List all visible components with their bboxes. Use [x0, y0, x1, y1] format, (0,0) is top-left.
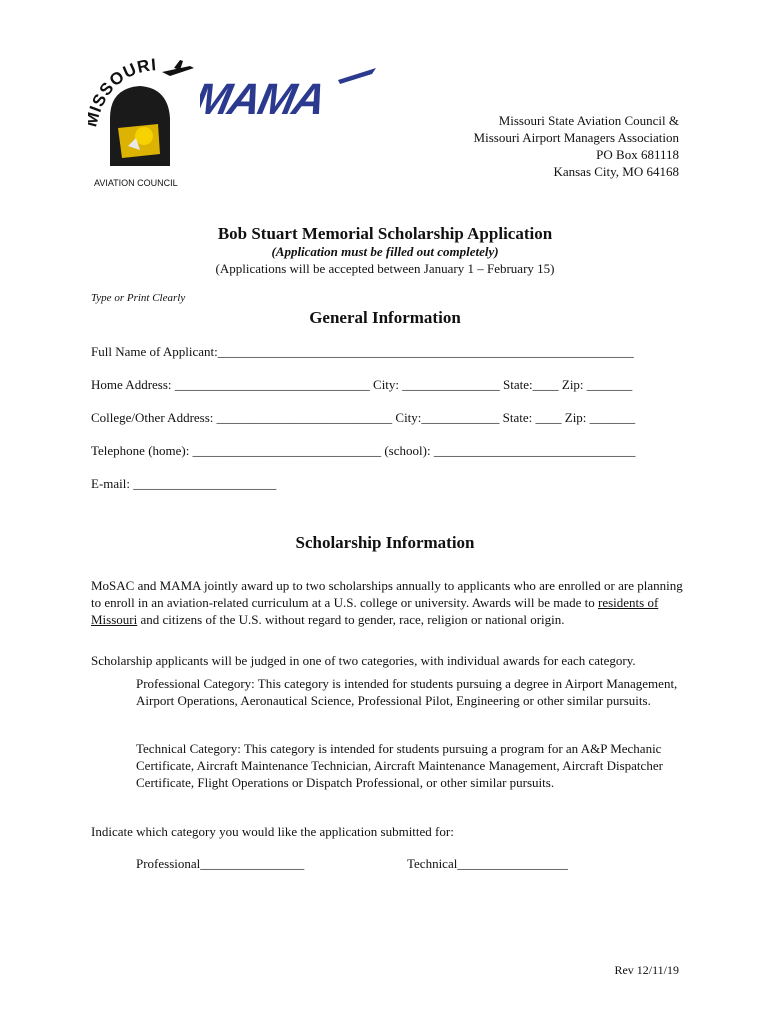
- para1-text-b: and citizens of the U.S. without regard to gender, race, religion or national origin.: [137, 612, 565, 627]
- professional-category-text: Professional Category: This category is intended for students pursuing a degree in Airport Management, Airport Operations, Aeronautical Science, Professional Pilot, Engineering or other similar pursuits.: [136, 676, 678, 708]
- email-field[interactable]: E-mail: ______________________: [91, 476, 277, 491]
- residents-link[interactable]: residents of Missouri: [91, 595, 659, 627]
- scholarship-paragraph-2: Scholarship applicants will be judged in one of two categories, with individual awards for each category.: [91, 653, 636, 668]
- scholarship-paragraph-1: [91, 577, 691, 628]
- para1-text-a: MoSAC and MAMA jointly award up to two scholarships annually to applicants who are enrolled or are planning to enroll in an aviation-related curriculum at a U.S. college or university. Awards will be made to: [91, 578, 683, 610]
- scholarship-info-heading: Scholarship Information: [295, 533, 475, 552]
- college-address-field[interactable]: College/Other Address: ___________________________ City:____________ State: ____ Zip: _______: [91, 410, 636, 425]
- address-block: [474, 112, 679, 180]
- acceptance-dates: (Applications will be accepted between January 1 – February 15): [215, 261, 555, 276]
- type-print-note: Type or Print Clearly: [91, 292, 186, 304]
- address-line-1: Missouri State Aviation Council &: [498, 113, 679, 128]
- address-line-3: PO Box 681118: [596, 147, 679, 162]
- mama-text: MAMA: [200, 75, 329, 124]
- mosac-arc-text: SSOURI: [88, 58, 158, 110]
- telephone-field[interactable]: Telephone (home): _____________________________ (school): _______________________________: [91, 443, 636, 458]
- page-title: Bob Stuart Memorial Scholarship Application: [217, 224, 553, 243]
- indicate-category-text: Indicate which category you would like the application submitted for:: [91, 824, 454, 839]
- revision-date: Rev 12/11/19: [614, 963, 679, 977]
- page-subtitle: (Application must be filled out completely): [271, 244, 499, 259]
- mama-logo: [200, 64, 380, 124]
- mosac-bottom-text: AVIATION COUNCIL: [94, 178, 178, 188]
- address-line-4: Kansas City, MO 64168: [553, 164, 679, 179]
- mosac-logo: [88, 58, 198, 190]
- home-address-field[interactable]: Home Address: ______________________________ City: _______________ State:____ Zip: _______: [91, 377, 633, 392]
- general-info-heading: General Information: [309, 308, 461, 327]
- address-line-2: Missouri Airport Managers Association: [473, 130, 679, 145]
- full-name-field[interactable]: Full Name of Applicant:________________________________________________________________: [91, 344, 634, 359]
- technical-category-text: Technical Category: This category is intended for students pursuing a program for an A&P Mechanic Certificate, Aircraft Maintenance Technician, Aircraft Maintenance Management, Aircraft Dispatcher Certificate, Flight Operations or Dispatch Professional, or other similar pursuits.: [136, 741, 663, 790]
- professional-choice-field[interactable]: Professional________________: [136, 856, 305, 871]
- technical-choice-field[interactable]: Technical_________________: [407, 856, 568, 871]
